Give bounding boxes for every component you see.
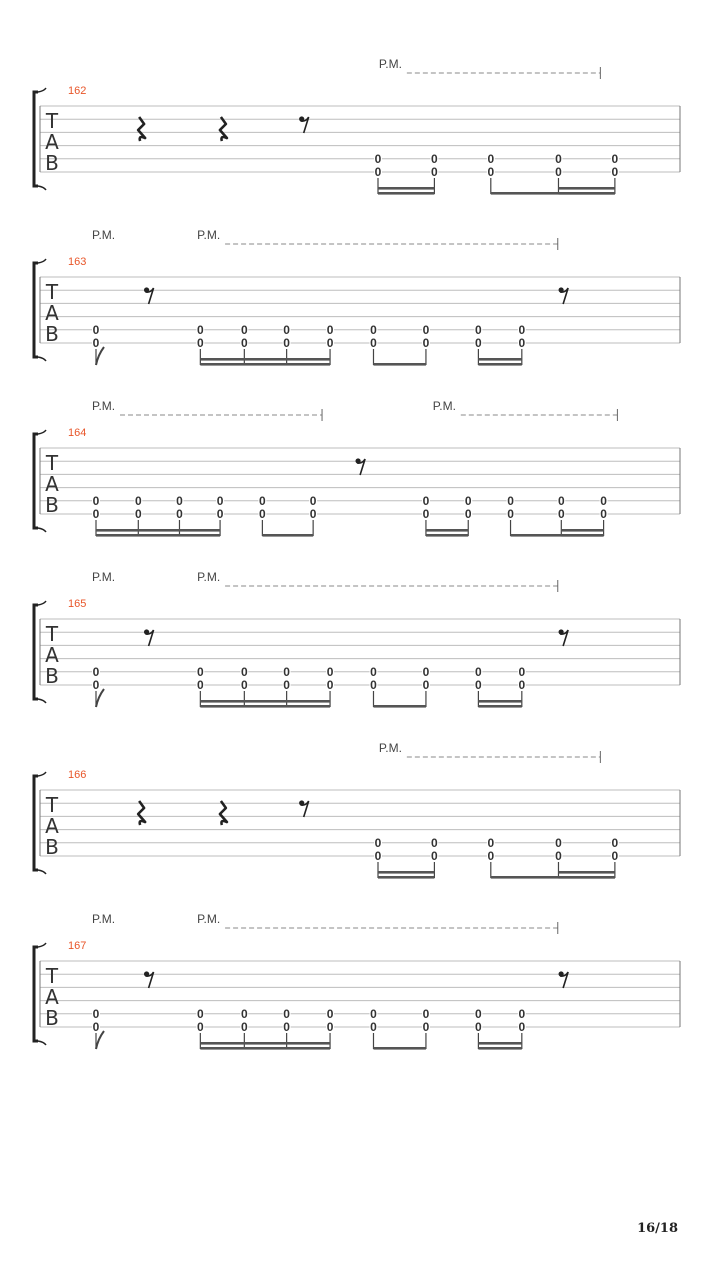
fret-number: 0	[196, 322, 204, 337]
fret-number: 0	[464, 493, 472, 508]
fret-number: 0	[326, 322, 334, 337]
beam	[426, 534, 468, 537]
fret-number: 0	[326, 336, 334, 350]
fret-number: 0	[370, 1020, 377, 1034]
fret-number: 0	[611, 165, 619, 179]
fret-number: 0	[507, 493, 514, 508]
palm-mute-label: P.M.	[92, 399, 116, 413]
quarter-rest	[220, 117, 227, 141]
fret-number: 0	[431, 165, 438, 179]
system-bracket	[34, 263, 38, 357]
fret-number: 0	[326, 1006, 334, 1021]
palm-mute-label: P.M.	[92, 570, 116, 584]
fret-number: 0	[92, 507, 100, 521]
fret-number: 0	[92, 664, 100, 679]
fret-number: 0	[475, 1006, 482, 1021]
fret-number: 0	[422, 493, 430, 508]
fret-number: 0	[518, 1020, 526, 1034]
fret-number: 0	[92, 678, 100, 692]
measure-number: 162	[68, 85, 87, 97]
fret-number: 0	[370, 322, 377, 337]
beam	[478, 363, 521, 366]
fret-number: 0	[422, 322, 430, 337]
system-bracket	[34, 776, 38, 870]
fret-number: 0	[518, 1006, 526, 1021]
fret-number: 0	[555, 165, 562, 179]
tab-clef-letter: A	[45, 643, 59, 667]
tab-system	[34, 741, 680, 879]
tab-system	[34, 912, 680, 1050]
beam	[200, 1047, 330, 1050]
fret-number: 0	[422, 336, 430, 350]
fret-number: 0	[611, 849, 619, 863]
fret-number: 0	[92, 336, 100, 350]
measure-number: 165	[68, 598, 87, 610]
system-bracket	[34, 947, 38, 1041]
fret-number: 0	[283, 1006, 290, 1021]
beam	[558, 192, 614, 195]
palm-mute-label: P.M.	[432, 399, 456, 413]
beam	[378, 192, 434, 195]
beam	[478, 1047, 521, 1050]
fret-number: 0	[134, 507, 142, 521]
beam	[96, 529, 220, 532]
tab-system	[34, 228, 680, 366]
fret-number: 0	[475, 678, 482, 692]
fret-number: 0	[196, 336, 204, 350]
fret-number: 0	[475, 664, 482, 679]
tab-system	[34, 570, 680, 708]
fret-number: 0	[196, 664, 204, 679]
tab-clef-letter: B	[45, 493, 59, 517]
tab-system	[34, 57, 680, 195]
fret-number: 0	[611, 835, 619, 850]
tab-clef-letter: T	[45, 793, 59, 817]
fret-number: 0	[326, 1020, 334, 1034]
fret-number: 0	[176, 507, 183, 521]
tab-clef-letter: T	[45, 109, 59, 133]
fret-number: 0	[475, 1020, 482, 1034]
tab-clef-letter: A	[45, 814, 59, 838]
fret-number: 0	[196, 1006, 204, 1021]
fret-number: 0	[422, 678, 430, 692]
fret-number: 0	[240, 1006, 248, 1021]
fret-number: 0	[487, 849, 495, 863]
beam	[200, 363, 330, 366]
fret-number: 0	[600, 507, 607, 521]
fret-number: 0	[611, 151, 619, 166]
fret-number: 0	[283, 1020, 290, 1034]
tab-system	[34, 399, 680, 537]
beam	[478, 700, 521, 703]
fret-number: 0	[176, 493, 183, 508]
fret-number: 0	[92, 1006, 100, 1021]
fret-number: 0	[422, 664, 430, 679]
fret-number: 0	[487, 151, 495, 166]
fret-number: 0	[240, 678, 248, 692]
beam	[96, 534, 220, 537]
beam	[373, 1047, 425, 1050]
tab-clef-letter: T	[45, 622, 59, 646]
fret-number: 0	[475, 336, 482, 350]
beam	[378, 187, 434, 190]
tab-clef-letter: T	[45, 964, 59, 988]
system-bracket	[34, 92, 38, 186]
beam	[561, 534, 603, 537]
beam	[373, 363, 425, 366]
fret-number: 0	[92, 322, 100, 337]
palm-mute-label: P.M.	[92, 228, 116, 242]
fret-number: 0	[134, 493, 142, 508]
fret-number: 0	[283, 336, 290, 350]
tab-clef-letter: B	[45, 322, 59, 346]
fret-number: 0	[309, 507, 317, 521]
system-bracket	[34, 434, 38, 528]
fret-number: 0	[518, 336, 526, 350]
tab-clef-letter: B	[45, 835, 59, 859]
fret-number: 0	[259, 493, 266, 508]
fret-number: 0	[196, 1020, 204, 1034]
beam	[373, 705, 425, 708]
fret-number: 0	[309, 493, 317, 508]
beam	[478, 1042, 521, 1045]
fret-number: 0	[518, 678, 526, 692]
fret-number: 0	[259, 507, 266, 521]
beam	[426, 529, 468, 532]
fret-number: 0	[431, 835, 438, 850]
fret-number: 0	[555, 849, 562, 863]
fret-number: 0	[487, 165, 495, 179]
tab-clef-letter: A	[45, 301, 59, 325]
beam	[558, 871, 614, 874]
quarter-rest	[138, 117, 145, 141]
beam	[561, 529, 603, 532]
palm-mute-label: P.M.	[197, 912, 221, 926]
fret-number: 0	[557, 493, 565, 508]
fret-number: 0	[422, 1020, 430, 1034]
tab-clef-letter: A	[45, 472, 59, 496]
palm-mute-label: P.M.	[197, 228, 221, 242]
fret-number: 0	[283, 664, 290, 679]
fret-number: 0	[92, 493, 100, 508]
fret-number: 0	[283, 322, 290, 337]
fret-number: 0	[240, 664, 248, 679]
measure-number: 166	[68, 769, 87, 781]
fret-number: 0	[240, 322, 248, 337]
tab-clef-letter: T	[45, 280, 59, 304]
fret-number: 0	[326, 678, 334, 692]
tab-clef-letter: B	[45, 151, 59, 175]
fret-number: 0	[487, 835, 495, 850]
fret-number: 0	[370, 336, 377, 350]
palm-mute-label: P.M.	[378, 741, 402, 755]
beam	[200, 358, 330, 361]
beam	[558, 876, 614, 879]
fret-number: 0	[370, 664, 377, 679]
fret-number: 0	[600, 493, 607, 508]
fret-number: 0	[464, 507, 472, 521]
beam	[478, 705, 521, 708]
fret-number: 0	[431, 849, 438, 863]
page-number: 16/18	[637, 1221, 678, 1236]
fret-number: 0	[507, 507, 514, 521]
quarter-rest	[220, 801, 227, 825]
fret-number: 0	[326, 664, 334, 679]
fret-number: 0	[216, 493, 224, 508]
beam	[262, 534, 313, 537]
fret-number: 0	[557, 507, 565, 521]
fret-number: 0	[518, 664, 526, 679]
measure-number: 167	[68, 940, 87, 952]
beam	[378, 876, 434, 879]
fret-number: 0	[422, 1006, 430, 1021]
beam	[200, 705, 330, 708]
beam	[478, 358, 521, 361]
tab-clef-letter: A	[45, 130, 59, 154]
beam	[558, 187, 614, 190]
fret-number: 0	[475, 322, 482, 337]
beam	[378, 871, 434, 874]
palm-mute-label: P.M.	[378, 57, 402, 71]
beam	[200, 1042, 330, 1045]
fret-number: 0	[518, 322, 526, 337]
fret-number: 0	[555, 835, 562, 850]
fret-number: 0	[283, 678, 290, 692]
palm-mute-label: P.M.	[197, 570, 221, 584]
fret-number: 0	[240, 336, 248, 350]
fret-number: 0	[216, 507, 224, 521]
palm-mute-label: P.M.	[92, 912, 116, 926]
quarter-rest	[138, 801, 145, 825]
fret-number: 0	[374, 849, 382, 863]
measure-number: 164	[68, 427, 87, 439]
fret-number: 0	[92, 1020, 100, 1034]
measure-number: 163	[68, 256, 87, 268]
fret-number: 0	[374, 835, 382, 850]
fret-number: 0	[196, 678, 204, 692]
fret-number: 0	[240, 1020, 248, 1034]
fret-number: 0	[555, 151, 562, 166]
fret-number: 0	[431, 151, 438, 166]
beam	[200, 700, 330, 703]
tab-clef-letter: B	[45, 664, 59, 688]
tab-clef-letter: B	[45, 1006, 59, 1030]
tab-clef-letter: T	[45, 451, 59, 475]
fret-number: 0	[374, 165, 382, 179]
fret-number: 0	[422, 507, 430, 521]
tab-clef-letter: A	[45, 985, 59, 1009]
fret-number: 0	[374, 151, 382, 166]
system-bracket	[34, 605, 38, 699]
fret-number: 0	[370, 678, 377, 692]
fret-number: 0	[370, 1006, 377, 1021]
